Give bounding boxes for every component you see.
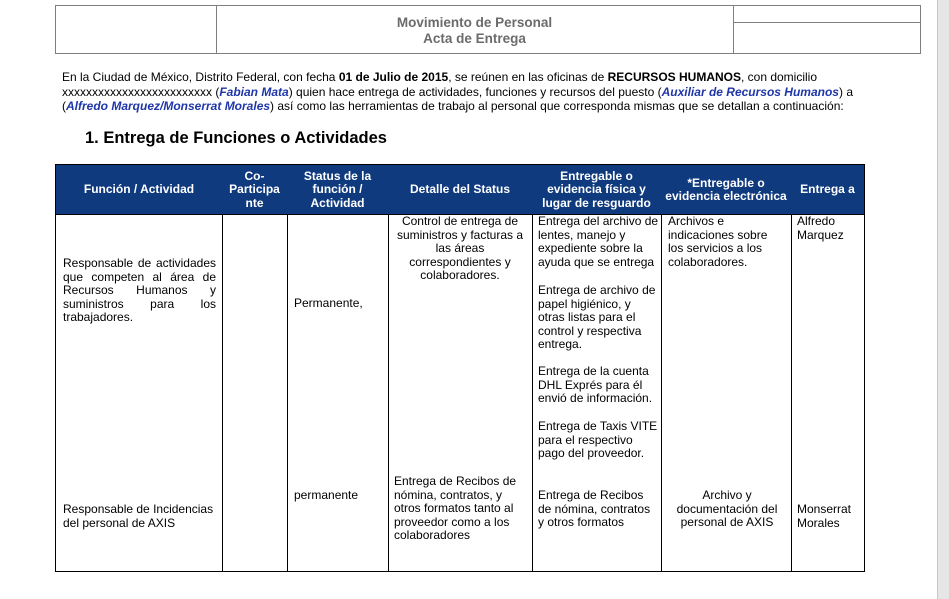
header-status: Status de la función / Actividad bbox=[303, 168, 372, 210]
row2-physical: Entrega de Recibos de nómina, contratos y otros formatos bbox=[538, 488, 651, 529]
intro-position: Auxiliar de Recursos Humanos bbox=[661, 84, 839, 99]
functions-table bbox=[55, 164, 865, 572]
header-co-participant: Co-Participa nte bbox=[229, 168, 280, 210]
row2-electronic: Archivo y documentación del personal de AXIS bbox=[676, 488, 778, 529]
row1-detail: Control de entrega de suministros y facturas a las áreas correspondientes y colaboradores. bbox=[396, 214, 524, 282]
row2-function: Responsable de Incidencias del personal de AXIS bbox=[63, 502, 214, 530]
header-physical-evidence: Entregable o evidencia física y lugar de resguardo bbox=[542, 168, 651, 210]
header-info-divider bbox=[734, 22, 921, 23]
row1-physical-1: Entrega del archivo de lentes, manejo y expediente sobre la ayuda que se entrega bbox=[538, 214, 659, 269]
intro-date: 01 de Julio de 2015 bbox=[338, 70, 449, 84]
column-divider bbox=[532, 215, 533, 571]
header-status-detail: Detalle del Status bbox=[409, 182, 511, 197]
intro-paragraph bbox=[62, 70, 882, 114]
row1-physical-4: Entrega de Taxis VITE para el respectivo pago del proveedor. bbox=[538, 419, 658, 460]
intro-address: xxxxxxxxxxxxxxxxxxxxxxxxx ( bbox=[62, 84, 220, 99]
column-divider bbox=[661, 215, 662, 571]
intro-text: ) quien hace entrega de actividades, funciones y recursos del puesto ( bbox=[288, 84, 662, 99]
intro-deliverer-name: Fabian Mata bbox=[219, 84, 289, 99]
intro-text: , se reúnen en las oficinas de bbox=[448, 70, 608, 84]
intro-text: ( bbox=[62, 99, 66, 113]
row1-function: Responsable de actividades que competen al área de Recursos Humanos y suministros para los trabajadores. bbox=[63, 256, 216, 324]
intro-text: ) así como las herramientas de trabajo al personal que corresponda mismas que se detallan a continuación: bbox=[270, 99, 844, 113]
intro-line-3 bbox=[62, 99, 882, 114]
row1-deliver-to: Alfredo Marquez bbox=[797, 214, 844, 242]
header-function: Función / Actividad bbox=[83, 182, 195, 197]
column-divider bbox=[287, 215, 288, 571]
row2-status: permanente bbox=[294, 488, 359, 502]
intro-department: RECURSOS HUMANOS bbox=[607, 70, 741, 84]
column-divider bbox=[222, 215, 223, 571]
header-title-line2: Acta de Entrega bbox=[423, 31, 526, 46]
column-divider bbox=[791, 215, 792, 571]
header-title-line1: Movimiento de Personal bbox=[396, 15, 553, 30]
column-divider bbox=[388, 215, 389, 571]
header-title-cell bbox=[216, 6, 733, 53]
table-header-row bbox=[56, 165, 864, 215]
row1-physical-3: Entrega de la cuenta DHL Exprés para él envió de información. bbox=[538, 364, 653, 405]
page-gutter bbox=[938, 0, 949, 599]
row1-physical-2: Entrega de archivo de papel higiénico, y otras listas para el control y respectiva entrega. bbox=[538, 283, 656, 351]
intro-text: , con domicilio bbox=[740, 70, 818, 84]
intro-receiver-names: Alfredo Marquez/Monserrat Morales bbox=[66, 99, 271, 113]
row1-status: Permanente, bbox=[294, 296, 363, 310]
section-title: 1. Entrega de Funciones o Actividades bbox=[85, 129, 387, 147]
row2-deliver-to: Monserrat Morales bbox=[797, 502, 852, 530]
row1-electronic: Archivos e indicaciones sobre los servicios a los colaboradores. bbox=[668, 214, 768, 269]
row2-detail: Entrega de Recibos de nómina, contratos, y otros formatos tanto al proveedor como a los colaboradores bbox=[394, 474, 517, 542]
intro-line-2 bbox=[62, 85, 882, 100]
header-logo-cell bbox=[56, 6, 217, 53]
intro-text: En la Ciudad de México, Distrito Federal, con fecha bbox=[62, 70, 339, 84]
intro-text: ) a bbox=[838, 84, 853, 99]
header-info-cell bbox=[733, 6, 921, 53]
document-header bbox=[55, 5, 921, 54]
intro-line-1 bbox=[62, 70, 882, 85]
header-deliver-to: Entrega a bbox=[800, 182, 855, 197]
header-electronic-evidence: *Entregable o evidencia electrónica bbox=[665, 175, 787, 203]
